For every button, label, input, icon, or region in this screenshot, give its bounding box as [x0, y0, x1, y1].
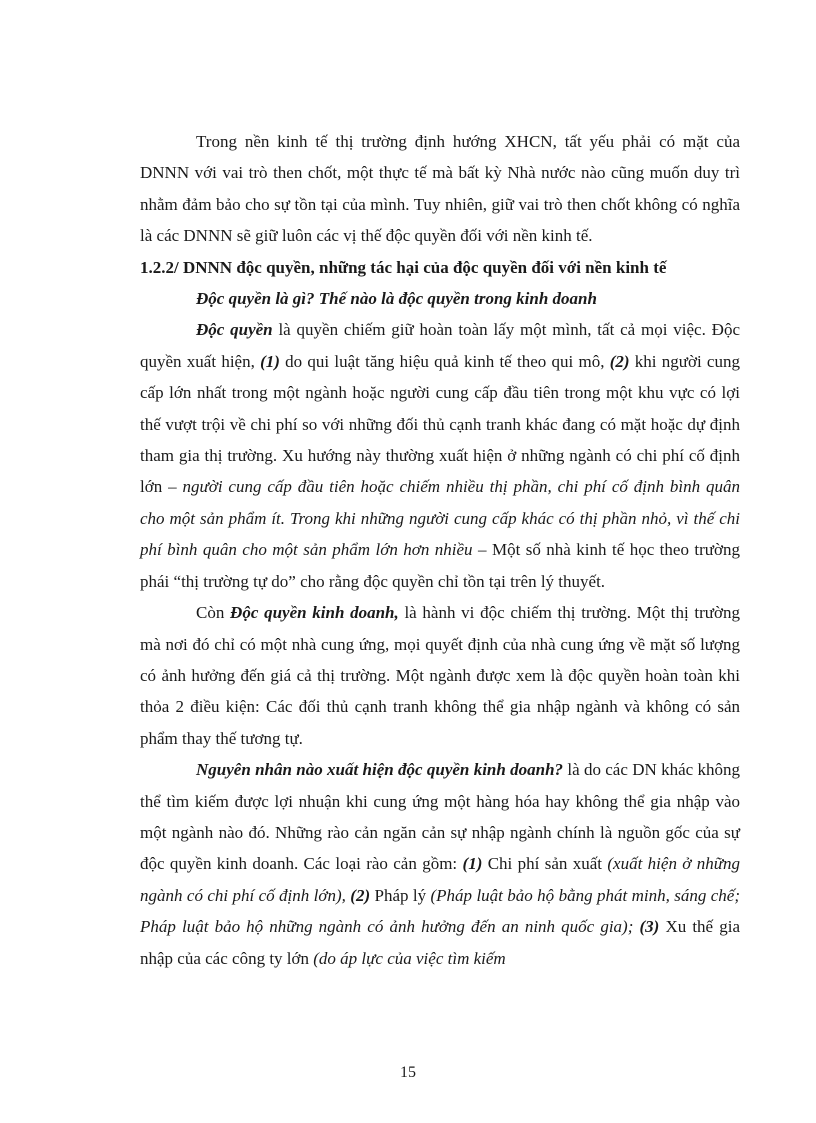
text-run: Còn	[196, 603, 231, 623]
enum-marker: (3)	[639, 917, 660, 937]
paragraph-business-monopoly	[140, 597, 740, 754]
page-body	[140, 126, 740, 974]
text-run: Pháp lý	[370, 885, 431, 905]
section-heading: 1.2.2/ DNNN độc quyền, những tác hại của độc quyền đối với nền kinh tế	[140, 257, 667, 277]
question-term: Nguyên nhân nào xuất hiện độc quyền kinh doanh?	[196, 760, 564, 780]
term-doc-quyen-kinh-doanh: Độc quyền kinh doanh,	[230, 603, 399, 623]
subsection-heading: Độc quyền là gì? Thế nào là độc quyền trong kinh doanh	[196, 289, 597, 309]
text-run: do qui luật tăng hiệu quả kinh tế theo qui mô,	[279, 351, 610, 371]
text-run: – Một số nhà kinh tế học theo trường phái “thị trường tự do” cho rằng độc quyền chỉ tồn tại trên lý thuyết.	[140, 540, 740, 591]
italic-run: (xuất hiện ở những ngành có chi phí cố định lớn),	[140, 854, 741, 905]
paragraph-definition	[140, 314, 740, 597]
italic-run: (Pháp luật bảo hộ bằng phát minh, sáng chế; Pháp luật bảo hộ những ngành có ảnh hưởng đến an ninh quốc gia);	[140, 885, 740, 937]
text-run: Xu thế gia nhập của các công ty lớn	[140, 917, 740, 968]
text-run: là do các DN khác không thể tìm kiếm được lợi nhuận khi cung ứng một hàng hóa hay không thể gia nhập vào một ngành nào đó. Những rào cản ngăn cản sự nhập ngành chính là nguồn gốc của sự độc quyền kinh doanh. Các loại rào cản gồm:	[140, 760, 740, 874]
enum-marker: (2)	[609, 351, 630, 371]
italic-run: (do áp lực của việc tìm kiếm	[313, 948, 506, 968]
text-run: Chi phí sản xuất	[482, 854, 608, 874]
text-run: là hành vi độc chiếm thị trường. Một thị trường mà nơi đó chỉ có một nhà cung ứng, mọi quyết định của nhà cung ứng về mặt số lượng có ảnh hưởng đến giá cả thị trường. Một ngành được xem là độc quyền hoàn toàn khi thỏa 2 điều kiện: Các đối thủ cạnh tranh không thể gia nhập ngành và không có sản phẩm thay thế tương tự.	[140, 603, 740, 748]
text-run: là quyền chiếm giữ hoàn toàn lấy một mình, tất cả mọi việc. Độc quyền xuất hiện,	[140, 320, 740, 371]
term-doc-quyen: Độc quyền	[196, 320, 273, 340]
enum-marker: (1)	[260, 351, 280, 371]
page-number: 15	[400, 1064, 416, 1081]
paragraph-intro: Trong nền kinh tế thị trường định hướng XHCN, tất yếu phải có mặt của DNNN với vai trò then chốt, một thực tế mà bất kỳ Nhà nước nào cũng muốn duy trì nhằm đảm bảo cho sự tồn tại của mình. Tuy nhiên, giữ vai trò then chốt không có nghĩa là các DNNN sẽ giữ luôn các vị thế độc quyền đối với nền kinh tế.	[140, 132, 740, 246]
paragraph-causes	[140, 754, 740, 974]
enum-marker: (2)	[350, 885, 371, 905]
text-run: khi người cung cấp lớn nhất trong một ngành hoặc người cung cấp đầu tiên trong một khu vực có lợi thế vượt trội về chi phí so với những đối thủ cạnh tranh khác đang có mặt hoặc dự định tham gia thị trường. Xu hướng này thường xuất hiện ở những ngành có chi phí cố định lớn –	[140, 351, 740, 497]
enum-marker: (1)	[462, 854, 483, 874]
italic-run: người cung cấp đầu tiên hoặc chiếm nhiều thị phần, chi phí cố định bình quân cho một sản phẩm ít. Trong khi những người cung cấp khác có thị phần nhỏ, vì thế chi phí bình quân cho một sản phẩm lớn hơn nhiều	[140, 477, 740, 560]
